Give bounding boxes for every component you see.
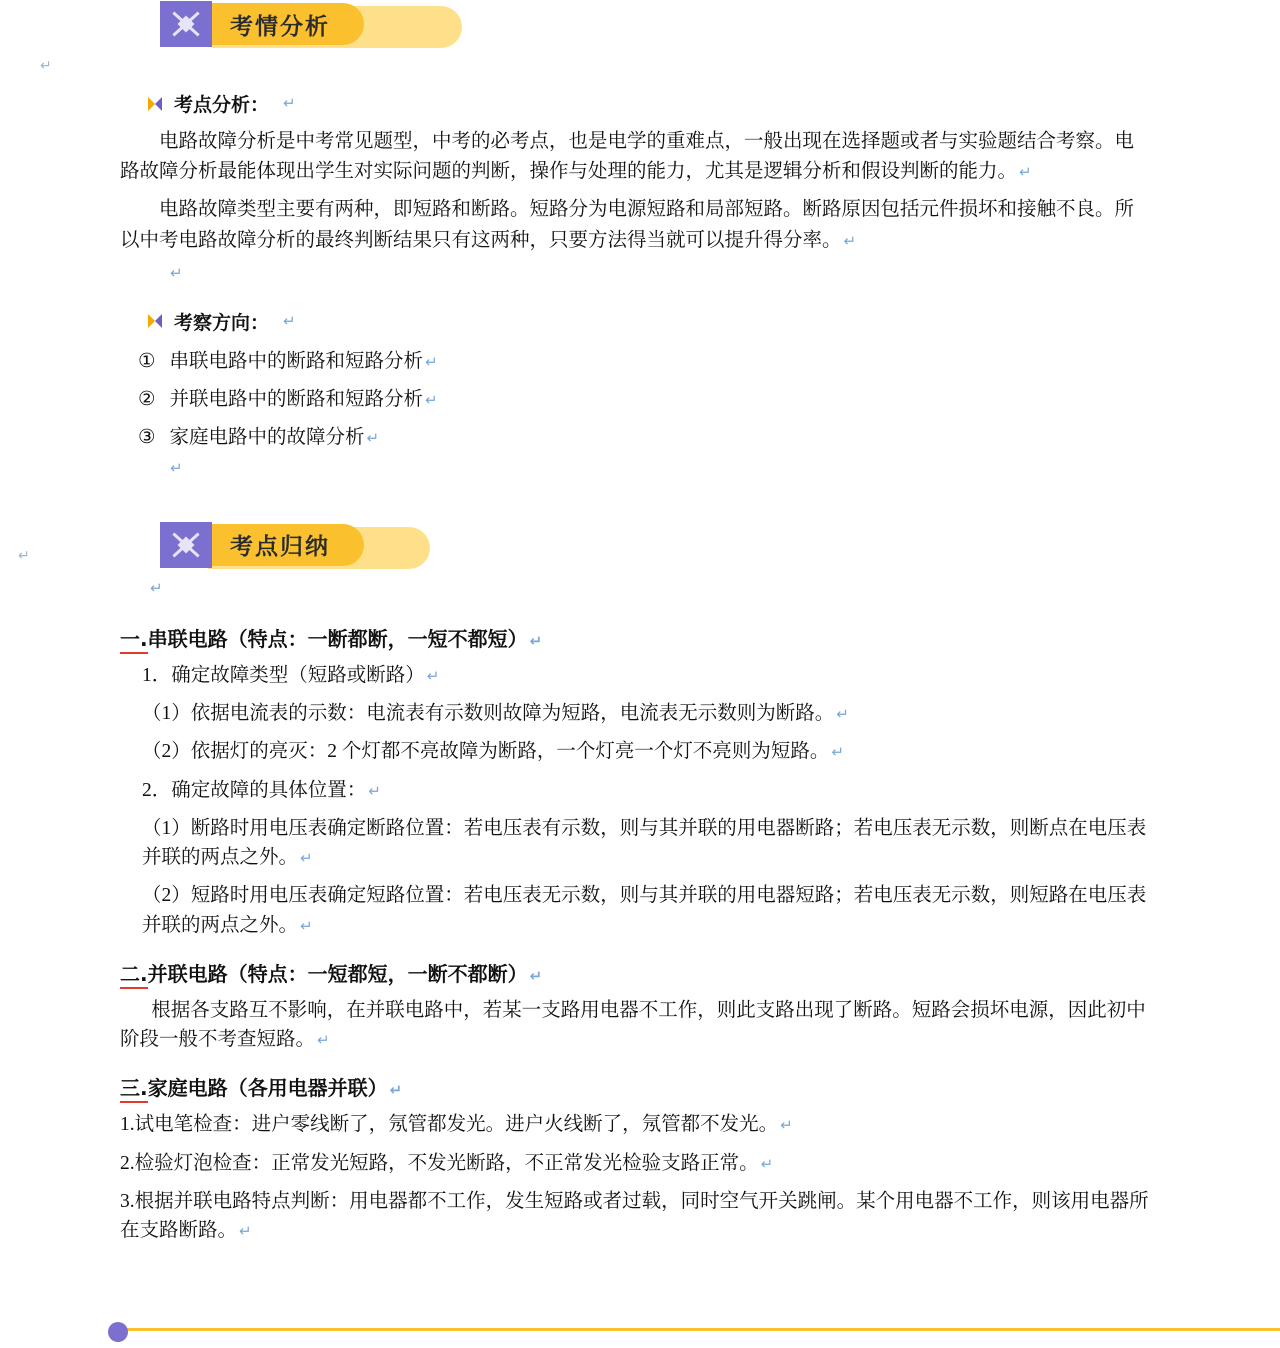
- paragraph-mark: ↵: [18, 549, 30, 564]
- paragraph-2: 电路故障类型主要有两种，即短路和断路。短路分为电源短路和局部短路。断路原因包括元件损坏和接触不良。所以中考电路故障分析的最终判断结果只有这两种，只要方法得当就可以提升得分率。 ↵: [120, 199, 1135, 251]
- paragraph: （2）短路时用电压表确定短路位置：若电压表无示数，则与其并联的用电器短路；若电压表无示数，则短路在电压表并联的两点之外。 ↵: [142, 885, 1147, 936]
- section-banner-kaodian-guina: [120, 521, 1150, 569]
- footer-line: [120, 1328, 1280, 1331]
- heading-kaocha-fangxiang: 考察方向： ↵: [120, 308, 1150, 335]
- banner-title: 考点归纳: [230, 534, 330, 561]
- paragraph: 根据各支路互不影响，在并联电路中，若某一支路用电器不工作，则此支路出现了断路。短路会损坏电源，因此初中阶段一般不考查短路。 ↵: [120, 999, 1146, 1051]
- diamond-bullet-icon: [148, 97, 162, 111]
- paragraph: （1）依据电流表的示数：电流表有示数则故障为短路，电流表无示数则为断路。 ↵: [142, 703, 849, 725]
- paragraph: 2.检验灯泡检查：正常发光短路，不发光断路，不正常发光检验支路正常。 ↵: [120, 1152, 774, 1174]
- scissors-badge-icon: [160, 522, 212, 568]
- paragraph: 1.试电笔检查：进户零线断了，氖管都发光。进户火线断了，氖管都不发光。 ↵: [120, 1114, 793, 1136]
- heading-kaodian-fenxi: 考点分析： ↵: [120, 90, 1150, 117]
- banner-title: 考情分析: [230, 13, 330, 40]
- paragraph-1: 电路故障分析是中考常见题型，中考的必考点，也是电学的重难点，一般出现在选择题或者与实验题结合考察。电路故障分析最能体现出学生对实际问题的判断，操作与处理的能力，尤其是逻辑分析和假设判断的能力。 ↵: [120, 131, 1135, 183]
- section-heading-series-circuit: 一.串联电路（特点：一断都断，一短不都短） ↵: [120, 623, 1150, 652]
- section-heading-home-circuit: 三.家庭电路（各用电器并联） ↵: [120, 1072, 1150, 1101]
- list-item: ① 串联电路中的断路和短路分析 ↵: [138, 350, 438, 372]
- paragraph: （2）依据灯的亮灭：2 个灯都不亮故障为断路，一个灯亮一个灯不亮则为短路。 ↵: [142, 741, 844, 763]
- blank-line: ↵: [170, 265, 183, 282]
- blank-line: ↵: [150, 580, 163, 597]
- section-heading-parallel-circuit: 二.并联电路（特点：一短都短，一断不都断） ↵: [120, 958, 1150, 987]
- paragraph: （1）断路时用电压表确定断路位置：若电压表有示数，则与其并联的用电器断路；若电压表无示数，则断点在电压表并联的两点之外。 ↵: [142, 817, 1147, 869]
- list-item: ③ 家庭电路中的故障分析 ↵: [138, 426, 380, 448]
- blank-line: [120, 485, 1150, 511]
- page-footer-bar: [0, 1322, 1280, 1338]
- paragraph: 1．确定故障类型（短路或断路） ↵: [142, 664, 440, 686]
- paragraph: 3.根据并联电路特点判断：用电器都不工作，发生短路或者过载，同时空气开关跳闸。某个用电器不工作，则该用电器所在支路断路。 ↵: [120, 1190, 1149, 1242]
- banner-pill: [210, 3, 364, 45]
- diamond-bullet-icon: [148, 314, 162, 328]
- paragraph: 2．确定故障的具体位置： ↵: [142, 779, 381, 801]
- document-content: [120, 0, 1150, 1254]
- footer-dot: [108, 1322, 128, 1342]
- scissors-badge-icon: [160, 1, 212, 47]
- list-item: ② 并联电路中的断路和短路分析 ↵: [138, 388, 438, 410]
- paragraph-mark: ↵: [40, 59, 52, 74]
- banner-pill: [210, 524, 364, 566]
- blank-line: ↵: [170, 460, 183, 477]
- section-banner-kaoqing: [120, 0, 1150, 48]
